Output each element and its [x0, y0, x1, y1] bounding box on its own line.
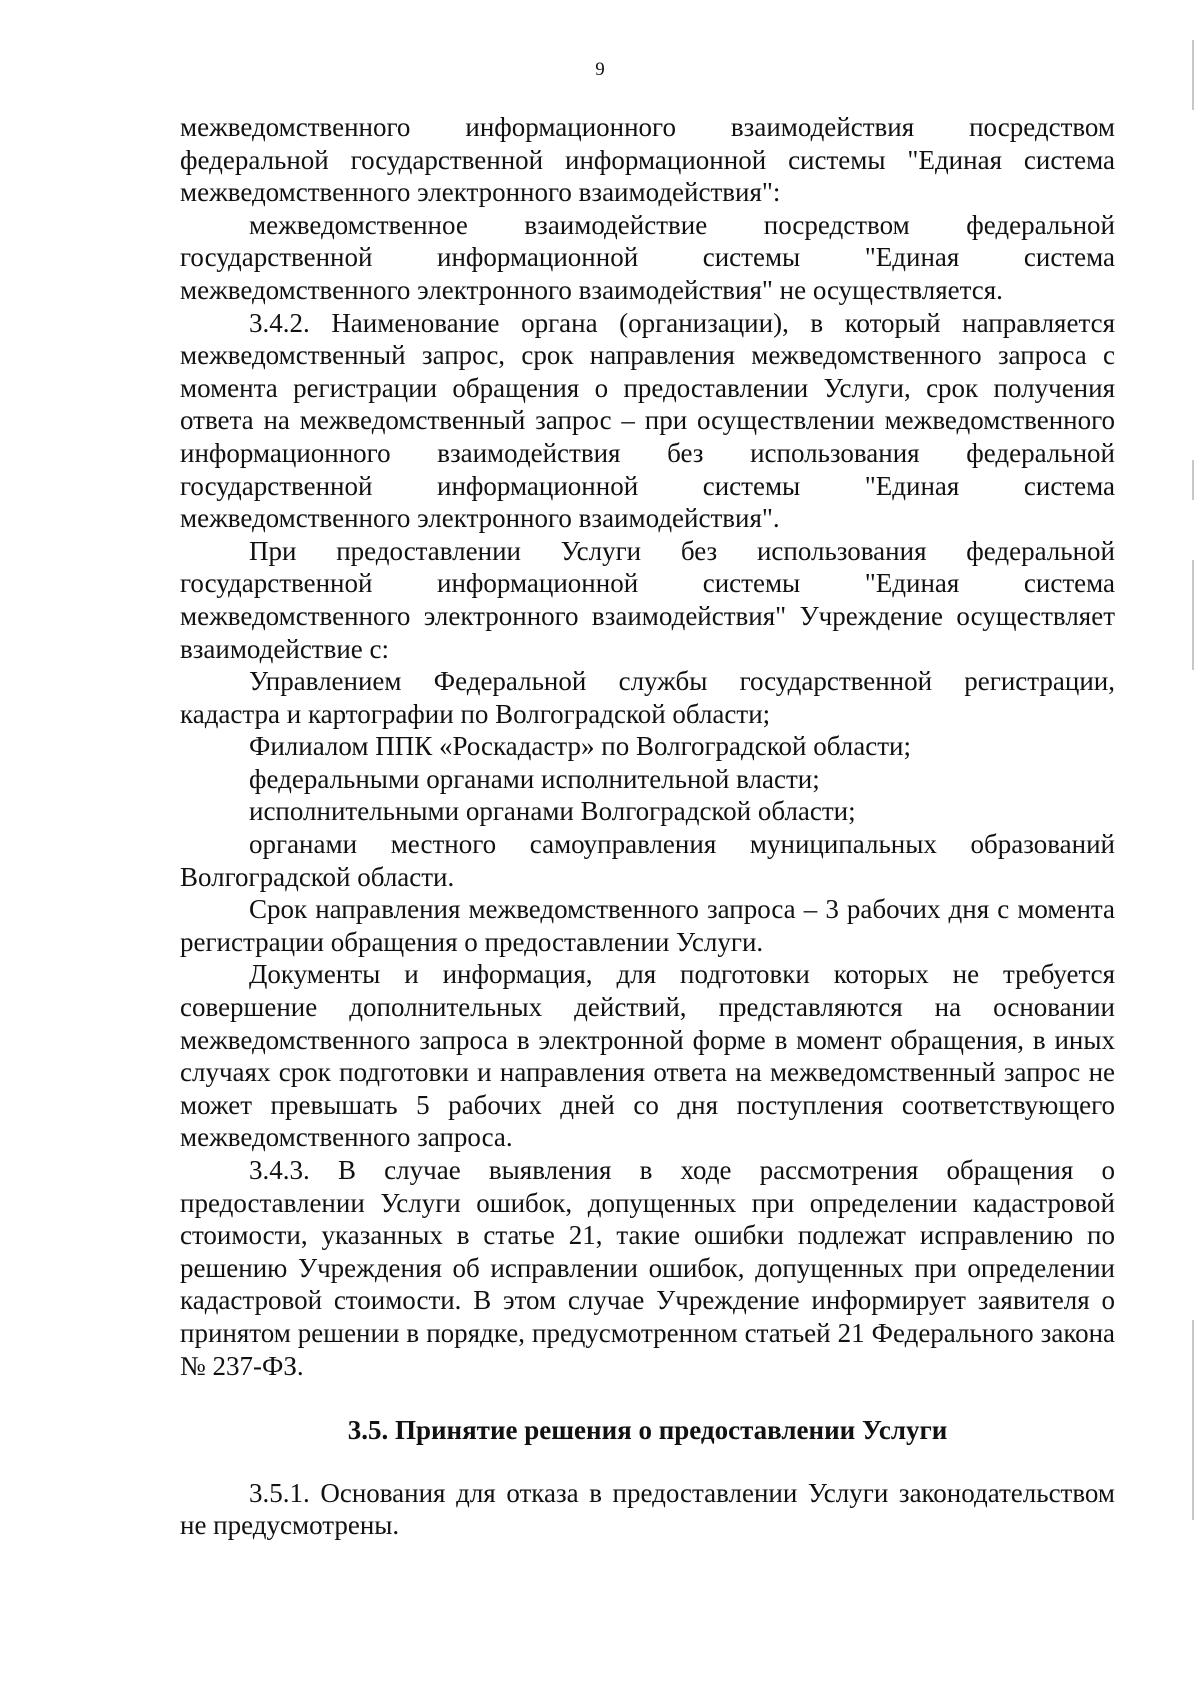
text-line: с момента регистрации обращения о предоставлении Услуги.	[180, 894, 1116, 957]
text-line: межведомственного электронного взаимодействия" не осуществляется.	[180, 274, 1003, 305]
text-line: Документы и информация, для подготовки которых не требуется	[249, 959, 1115, 990]
text-line: государственной информационной системы "Единая система	[180, 242, 1115, 273]
text-line: Филиалом ППК «Роскадастр» по Волгоградской области;	[249, 731, 911, 762]
text-line: 3.4.3. В случае выявления в ходе рассмотрения обращения	[249, 1155, 1074, 1185]
text-line: Управлением Федеральной службы государственной регистрации,	[249, 666, 1115, 697]
text-line: кадастровой стоимости, указанных в статье 21, такие ошибки подлежат	[180, 1187, 1115, 1251]
paragraph	[180, 1154, 1115, 1382]
text-line: законодательством не предусмотрены.	[180, 1477, 1115, 1541]
text-line: соответствующего межведомственного запроса.	[180, 1089, 1115, 1153]
text-line: исправлению по решению Учреждения об исправлении ошибок, допущенных	[180, 1220, 1115, 1283]
text-line: с момента регистрации обращения о предоставлении Услуги, срок получения	[180, 340, 1115, 403]
paragraph	[180, 535, 1115, 665]
text-line: Волгоградской области.	[180, 861, 455, 892]
text-line: федеральной государственной информационной системы "Единая система	[180, 144, 1115, 175]
scan-edge-marks	[1192, 40, 1194, 1600]
text-line: исполнительными органами Волгоградской области;	[249, 796, 856, 827]
paragraph	[180, 665, 1115, 730]
text-line: межведомственный запрос, срок направления межведомственного запроса	[180, 340, 1087, 371]
text-line: При предоставлении Услуги без использования федеральной	[249, 535, 1115, 566]
text-line: федеральными органами исполнительной власти;	[249, 763, 820, 794]
text-line: информирует заявителя о принятом решении в порядке, предусмотренном	[180, 1285, 1115, 1348]
text-line: статьей 21 Федерального закона № 237-ФЗ.	[180, 1317, 1116, 1381]
text-line: 3.5.1. Основания для отказа в предоставлении Услуги	[249, 1477, 889, 1508]
text-line: межведомственного информационного взаимодействия посредством	[180, 112, 1115, 142]
paragraph	[180, 893, 1115, 958]
text-line: федеральной государственной информационной системы "Единая система	[180, 437, 1115, 501]
text-line: при определении кадастровой стоимости. В этом случае Учреждение	[180, 1252, 1115, 1316]
text-line: запрос не может превышать 5 рабочих дней со дня поступления	[180, 1057, 1115, 1120]
text-line: межведомственного запроса в электронной форме в момент обращения, в	[180, 1024, 1046, 1055]
final-paragraph-container	[180, 1477, 1115, 1542]
document-body	[180, 111, 1115, 1542]
text-line: совершение дополнительных действий, представляются на основании	[180, 992, 1115, 1023]
paragraph	[180, 730, 1115, 763]
paragraph	[180, 828, 1115, 893]
text-line: о предоставлении Услуги ошибок, допущенных при определении	[180, 1155, 1116, 1218]
paragraph	[180, 307, 1115, 535]
paragraph	[180, 1477, 1115, 1542]
text-line: государственной информационной системы "Единая система	[180, 568, 1115, 599]
text-line: межведомственное взаимодействие посредством федеральной	[249, 209, 1115, 240]
text-line: иных случаях срок подготовки и направления ответа на межведомственный	[180, 1024, 1115, 1088]
paragraph	[180, 763, 1115, 796]
section-heading: 3.5. Принятие решения о предоставлении Услуги	[347, 1415, 948, 1446]
text-line: 3.4.2. Наименование органа (организации), в который направляется	[249, 307, 1115, 338]
paragraph	[180, 209, 1115, 307]
text-line: осуществляет взаимодействие с:	[180, 600, 1116, 664]
text-line: кадастра и картографии по Волгоградской области;	[180, 698, 771, 729]
paragraph	[180, 795, 1115, 828]
paragraph	[180, 111, 1115, 209]
text-line: межведомственного электронного взаимодействия":	[180, 177, 781, 208]
text-line: Срок направления межведомственного запроса – 3 рабочих дня	[249, 894, 990, 925]
text-line: межведомственного электронного взаимодействия".	[180, 503, 780, 534]
paragraph	[180, 958, 1115, 1154]
paragraph-list	[180, 111, 1115, 1382]
text-line: ответа на межведомственный запрос – при осуществлении	[180, 405, 875, 436]
text-line: межведомственного электронного взаимодействия" Учреждение	[180, 600, 944, 631]
text-line: межведомственного информационного взаимодействия без использования	[180, 405, 1116, 468]
page-number: 9	[595, 59, 605, 80]
text-line: органами местного самоуправления муниципальных образований	[249, 829, 1115, 860]
